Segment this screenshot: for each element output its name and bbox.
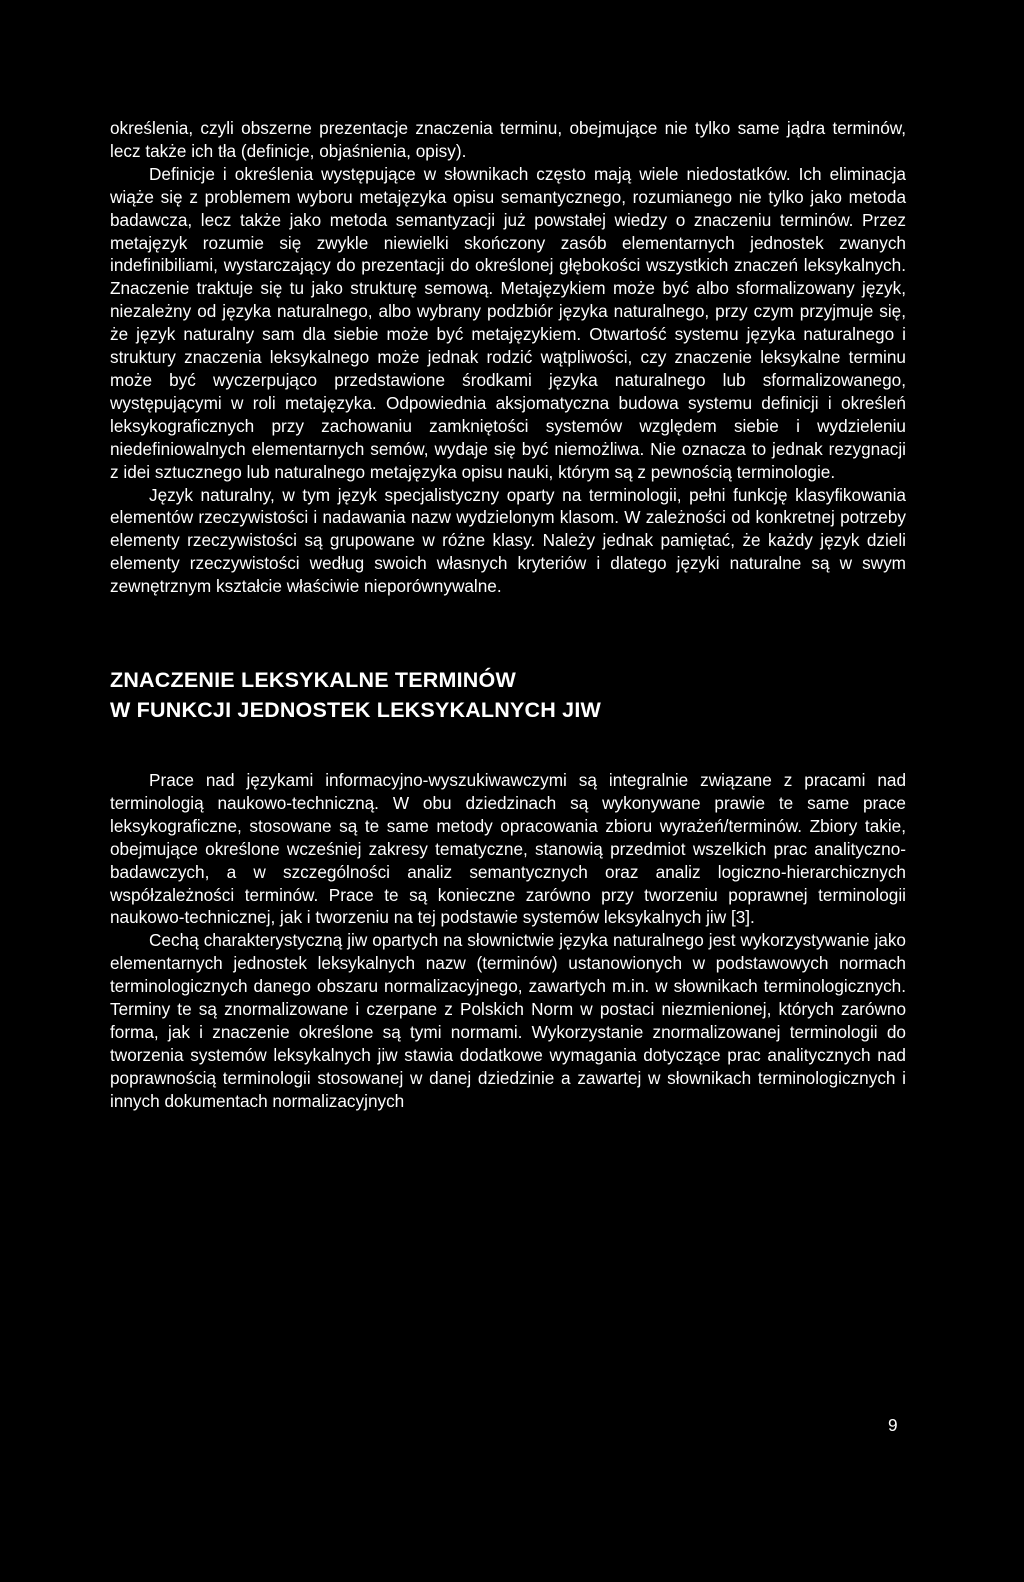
paragraph-natural-language: Język naturalny, w tym język specjalistyczny oparty na terminologii, pełni funkcję klasyfikowania elementów rzeczywistości i nadawania nazw wydzielonym klasom. W zależności od konkretnej potrzeby elementy rzeczywistości są grupowane w różne klasy. Należy jednak pamiętać, że każdy język dzieli elementy rzeczywistości według swoich własnych kryteriów i dlatego języki naturalne są w swym zewnętrznym kształcie właściwie nieporównywalne. — [110, 484, 906, 597]
page-body — [110, 117, 906, 1113]
section-heading — [110, 665, 906, 725]
paragraph-continuation: określenia, czyli obszerne prezentacje znaczenia terminu, obejmujące nie tylko same jądra terminów, lecz także ich tła (definicje, objaśnienia, opisy). — [110, 118, 906, 161]
section-heading-line-2: W FUNKCJI JEDNOSTEK LEKSYKALNYCH JIW — [110, 698, 601, 723]
paragraph-definitions: Definicje i określenia występujące w słownikach często mają wiele niedostatków. Ich eliminacja wiąże się z problemem wyboru metajęzyka opisu semantycznego, rozumianego nie tylko jako metoda badawcza, lecz także jako metoda semantyzacji już powstałej wiedzy o znaczeniu terminów. Przez metajęzyk rozumie się zwykle niewielki skończony zasób elementarnych jednostek zwanych indefinibiliami, wystarczający do prezentacji do określonej głębokości wszystkich znaczeń leksykalnych. Znaczenie traktuje się tu jako strukturę semową. Metajęzykiem może być albo sformalizowany język, niezależny od języka naturalnego, albo wybrany podzbiór języka naturalnego, przy czym przyjmuje się, że język naturalny sam dla siebie może być metajęzykiem. Otwartość systemu języka naturalnego i struktury znaczenia leksykalnego może jednak rodzić wątpliwości, czy znaczenie leksykalne terminu może być wyczerpująco przedstawione środkami języka naturalnego lub sformalizowanego, występującymi w roli metajęzyka. Odpowiednia aksjomatyczna budowa systemu definicji i określeń leksykograficznych przy zachowaniu zamkniętości systemów względem siebie i wydzieleniu niedefiniowalnych elementarnych semów, wydaje się być niemożliwa. Nie oznacza to jednak rezygnacji z idei sztucznego lub naturalnego metajęzyka opisu nauki, którym są z pewnością terminologie. — [110, 163, 906, 482]
paragraph-information-languages: Prace nad językami informacyjno-wyszukiwawczymi są integralnie związane z pracami nad terminologią naukowo-techniczną. W obu dziedzinach są wykonywane prawie te same prace leksykograficzne, stosowane są te same metody opracowania zbioru wyrażeń/terminów. Zbiory takie, obejmujące określone wcześniej zakresy tematyczne, stanowią przedmiot wszelkich prac analityczno-badawczych, a w szczególności analiz semantycznych oraz analiz logiczno-hierarchicznych współzależności terminów. Prace te są konieczne zarówno przy tworzeniu poprawnej terminologii naukowo-technicznej, jak i tworzeniu na tej podstawie systemów leksykalnych jiw [3]. — [110, 770, 906, 928]
section-heading-line-1: ZNACZENIE LEKSYKALNE TERMINÓW — [110, 668, 516, 693]
paragraph-characteristic-feature: Cechą charakterystyczną jiw opartych na słownictwie języka naturalnego jest wykorzystywanie jako elementarnych jednostek leksykalnych nazw (terminów) ustanowionych w podstawowych normach terminologicznych danego obszaru normalizacyjnego, zawartych m.in. w słownikach terminologicznych. Terminy te są znormalizowane i czerpane z Polskich Norm w postaci niezmienionej, których zarówno forma, jak i znaczenie określone są tymi normami. Wykorzystanie znormalizowanej terminologii do tworzenia systemów leksykalnych jiw stawia dodatkowe wymagania dotyczące prac analitycznych nad poprawnością terminologii stosowanej w danej dziedzinie a zawartej w słownikach terminologicznych i innych dokumentach normalizacyjnych — [110, 930, 906, 1111]
page-number: 9 — [888, 1415, 898, 1435]
